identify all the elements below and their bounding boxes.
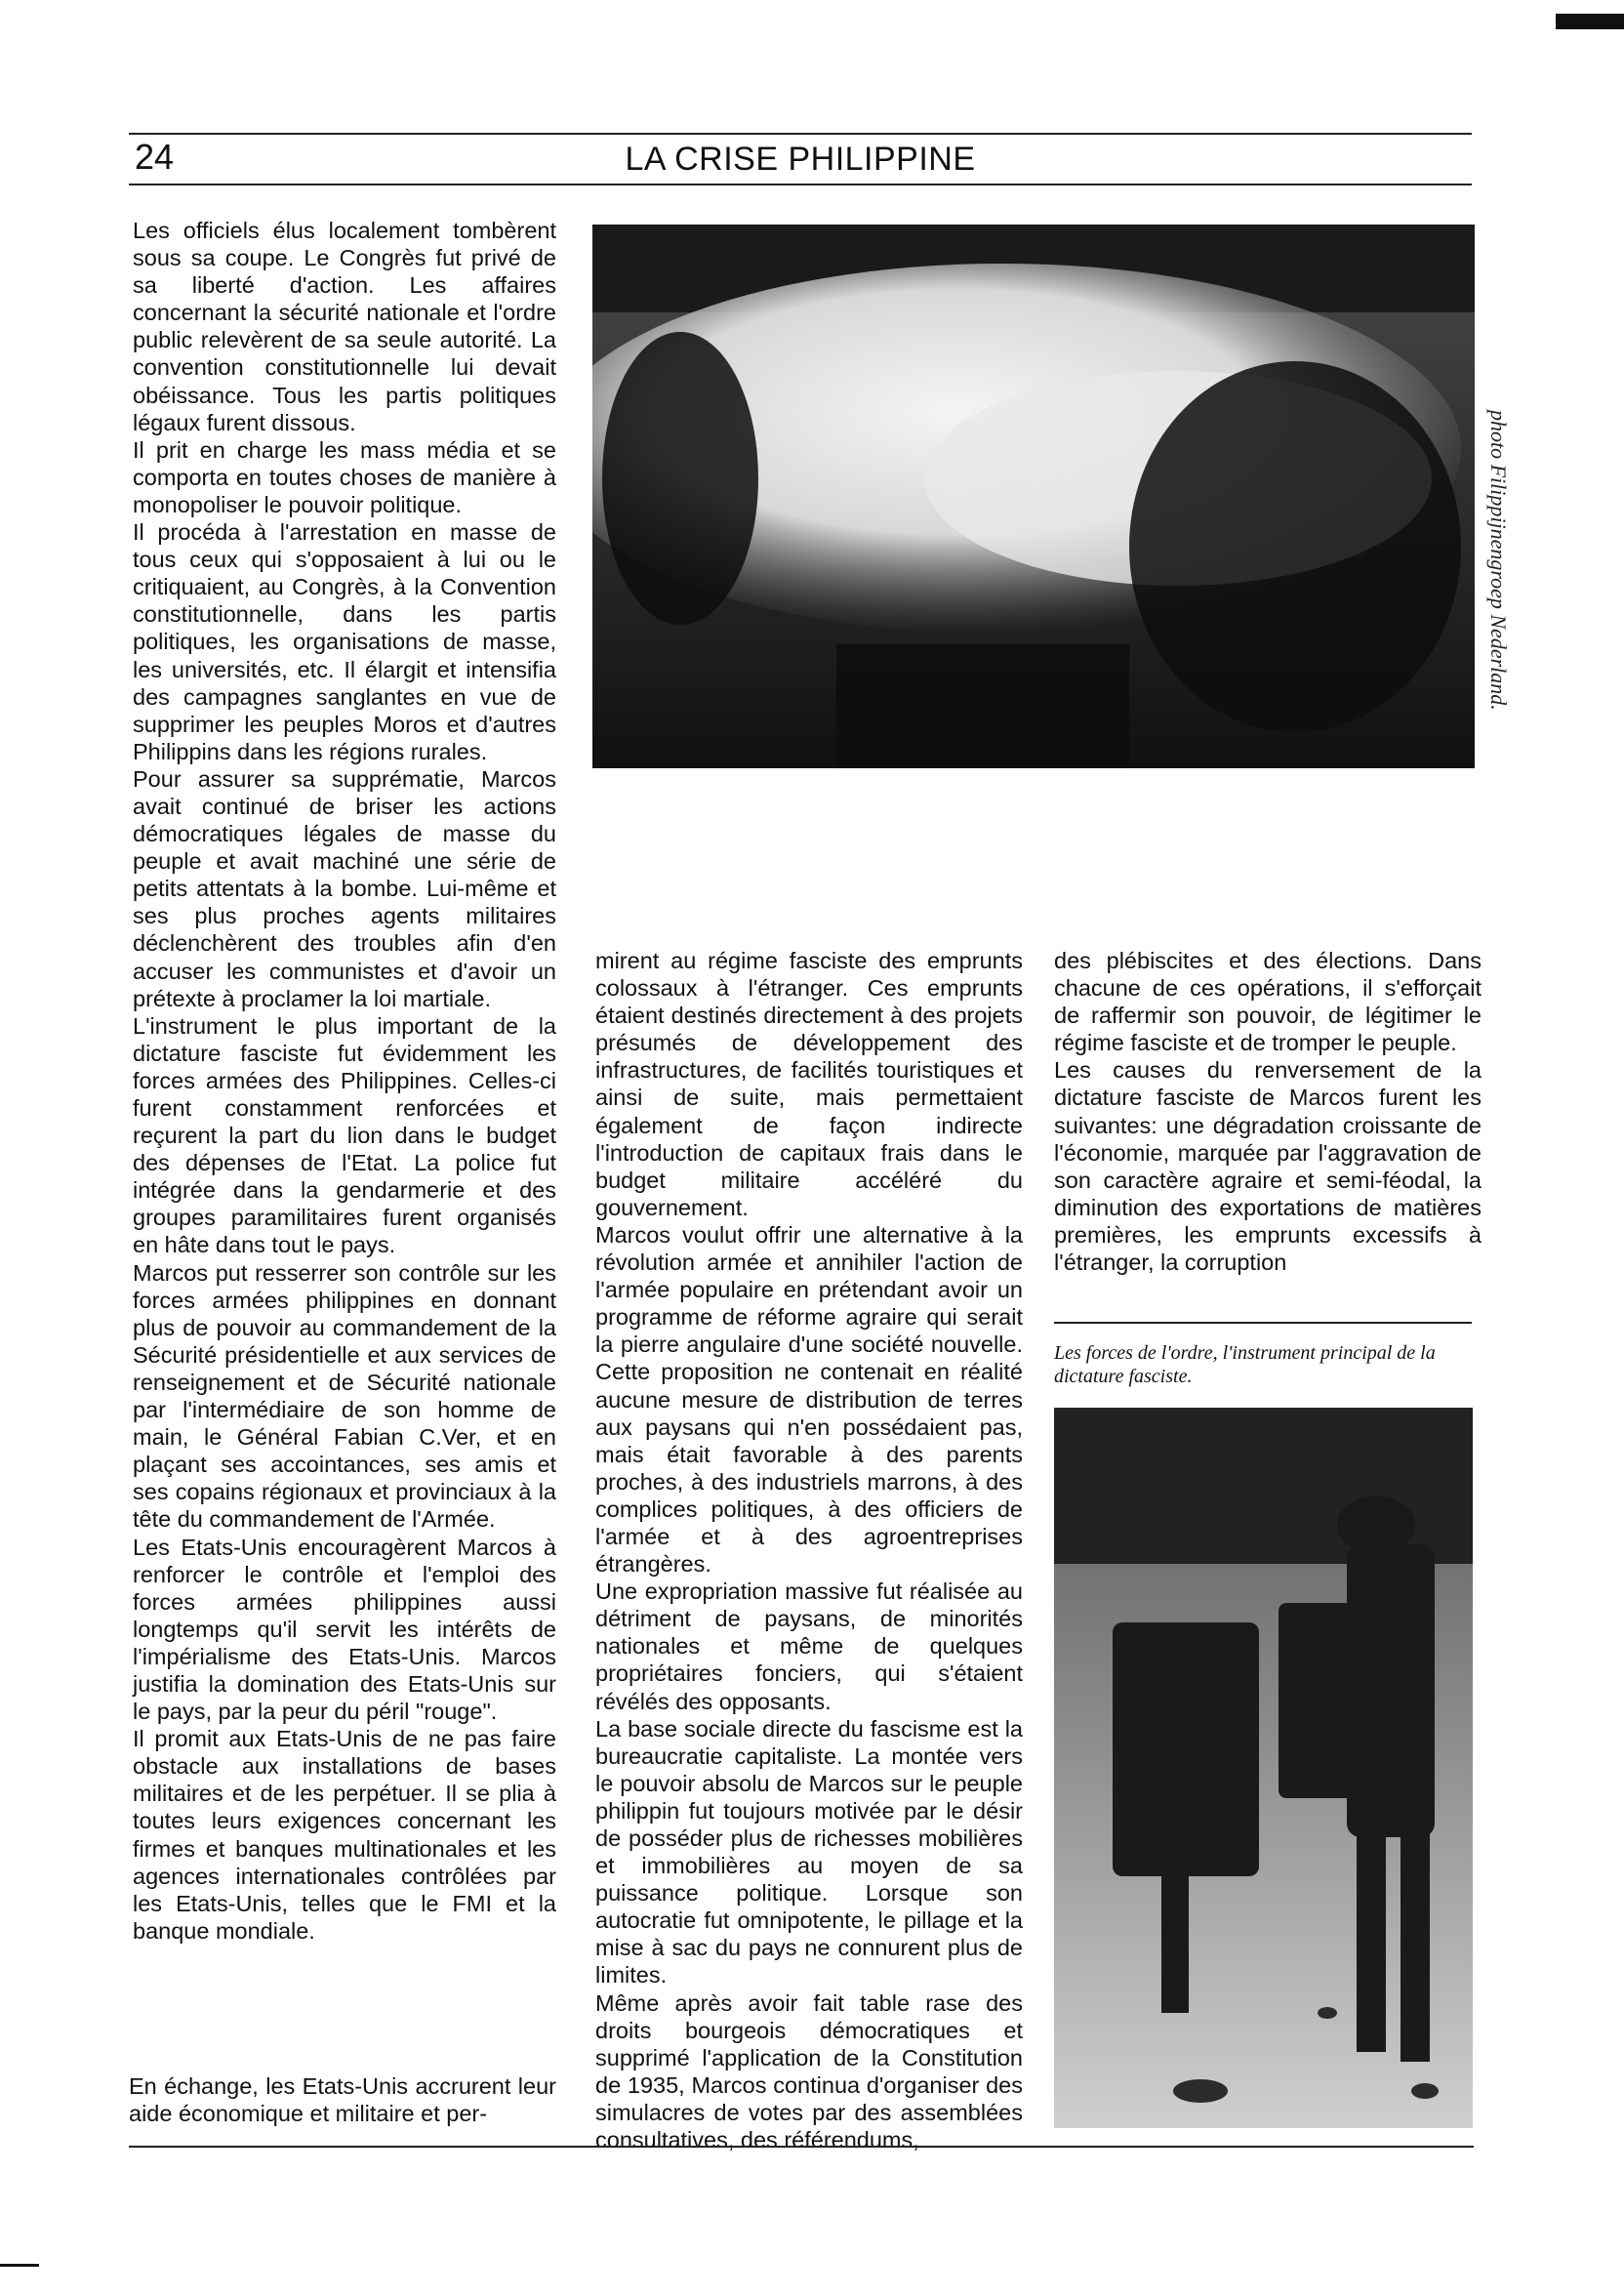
photo-caption: Les forces de l'ordre, l'instrument principal de la dictature fasciste. [1054,1342,1436,1387]
header-rule-bottom [129,184,1472,185]
paragraph: des plébiscites et des élections. Dans chacune de ces opérations, il s'efforçait de raffermir son pouvoir, de légitimer le régime fasciste et de tromper le peuple. [1054,948,1482,1056]
paragraph: Les officiels élus localement tombèrent sous sa coupe. Le Congrès fut privé de sa liberté d'action. Les affaires concernant la sécurité nationale et l'ordre public relevèrent de sa seule autorité. La convention constitutionnelle lui devait obéissance. Tous les partis politiques légaux furent dissous. [133,218,556,435]
paragraph: Il promit aux Etats-Unis de ne pas faire obstacle aux installations de bases militaires et de les perpétuer. Il se plia à toutes leurs exigences concernant les firmes et banques multinationales et les agences internationales contrôlées par les Etats-Unis, telles que le FMI et la banque mondiale. [133,1726,556,1944]
paragraph: L'instrument le plus important de la dictature fasciste fut évidemment les forces armées des Philippines. Celles-ci furent constamment renforcées et reçurent la part du lion dans le budget des dépenses de l'Etat. La police fut intégrée dans la gendarmerie et des groupes paramilitaires furent organisés en hâte dans tout le pays. [133,1012,556,1258]
paragraph: Même après avoir fait table rase des droits bourgeois démocratiques et supprimé l'application de la Constitution de 1935, Marcos continua d'organiser des simulacres de votes par des assemblées consultatives, des référendums, [595,1989,1023,2153]
paragraph: En échange, les Etats-Unis accrurent leur aide économique et militaire et per- [129,2073,556,2127]
soldier-photo [1054,1408,1473,2128]
soldier-photo-illustration [1054,1408,1473,2128]
bottom-rule [129,2146,1474,2148]
column-2 [595,947,1023,2153]
scan-corner-mark [1556,14,1624,29]
riot-tear-gas-photo [592,225,1475,768]
column-3 [1054,947,1482,1276]
page-header [129,129,1472,187]
paragraph: Pour assurer sa supprématie, Marcos avait continué de briser les actions démocratiques légales de masse du peuple et avait machiné une série de petits attentats à la bombe. Lui-même et ses plus proches agents militaires déclenchèrent des troubles afin d'en accuser les communistes et d'avoir un prétexte à proclamer la loi martiale. [133,765,556,1011]
riot-photo-illustration [592,225,1475,768]
column-1-bottom [129,2072,556,2127]
paragraph: Il procéda à l'arrestation en masse de tous ceux qui s'opposaient à lui ou le critiquaient, au Congrès, à la Convention constitutionnelle, dans les partis politiques, les organisations de masse, les universités, etc. Il élargit et intensifia des campagnes sanglantes en vue de supprimer les peuples Moros et d'autres Philippins dans les régions rurales. [133,519,556,764]
paragraph: mirent au régime fasciste des emprunts colossaux à l'étranger. Ces emprunts étaient destinés directement à des projets présumés de développement des infrastructures, de facilités touristiques et ainsi de suite, mais permettaient également de façon indirecte l'introduction de capitaux frais dans le budget militaire accéléré du gouvernement. [595,948,1023,1220]
paragraph: Une expropriation massive fut réalisée au détriment de paysans, de minorités nationales et même de quelques propriétaires fonciers, qui s'étaient révélés des opposants. [595,1578,1023,1714]
scan-edge-mark [0,2264,39,2267]
column-1 [133,217,556,1945]
header-rule-top [129,133,1472,135]
caption-rule [1054,1322,1472,1324]
paragraph: Marcos put resserrer son contrôle sur les forces armées philippines en donnant plus de pouvoir au commandement de la Sécurité présidentielle et aux services de renseignement et de Sécurité nationale par l'intermédiaire de son homme de main, le Général Fabian C.Ver, et en plaçant ses accointances, ses amis et ses copains régionaux et provinciaux à la tête du commandement de l'Armée. [133,1259,556,1533]
page-number: 24 [135,137,175,177]
paragraph: Marcos voulut offrir une alternative à la révolution armée et annihiler l'action de l'armée populaire en prétendant avoir un programme de réforme agraire qui serait la pierre angulaire d'une société nouvelle. Cette proposition ne contenait en réalité aucune mesure de distribution de terres aux paysans qui n'en possédaient pas, mais était favorable à des parents proches, à des industriels marrons, à des complices politiques, à des officiers de l'armée et à des agroentreprises étrangères. [595,1221,1023,1578]
paragraph: Les causes du renversement de la dictature fasciste de Marcos furent les suivantes: une dégradation croissante de l'économie, marquée par l'aggravation de son caractère agraire et semi-féodal, la diminution des exportations de matières premières, les emprunts excessifs à l'étranger, la corruption [1054,1057,1482,1276]
running-title: LA CRISE PHILIPPINE [625,141,976,178]
paragraph: Il prit en charge les mass média et se comporta en toutes choses de manière à monopoliser le pouvoir politique. [133,436,556,517]
paragraph: Les Etats-Unis encouragèrent Marcos à renforcer le contrôle et l'emploi des forces armées philippines aussi longtemps qu'il servit les intérêts de l'impérialisme des Etats-Unis. Marcos justifia la domination des Etats-Unis sur le pays, par la peur du péril "rouge". [133,1534,556,1725]
paragraph: La base sociale directe du fascisme est la bureaucratie capitaliste. La montée vers le pouvoir absolu de Marcos sur le peuple philippin fut toujours motivée par le désir de posséder plus de richesses mobilières et immobilières au moyen de sa puissance politique. Lorsque son autocratie fut omnipotente, le pillage et la mise à sac du pays ne connurent plus de limites. [595,1715,1023,1988]
photo-credit: photo Filippijnengroep Nederland. [1486,410,1511,711]
